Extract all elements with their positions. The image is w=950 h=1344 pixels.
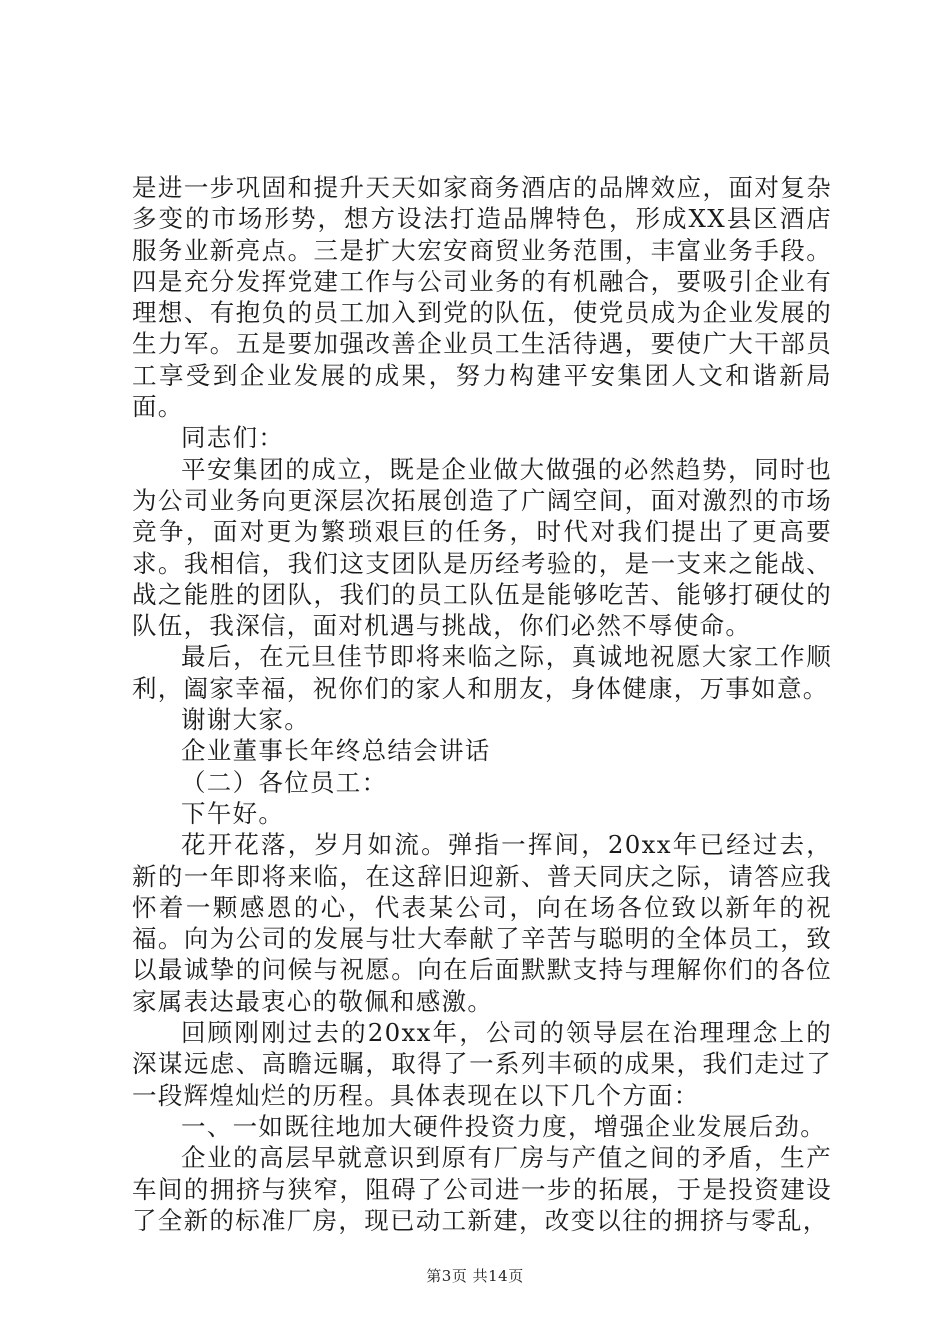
paragraph-11: 一、一如既往地加大硬件投资力度，增强企业发展后劲。 (181, 1111, 826, 1141)
paragraph-12: 企业的高层早就意识到原有厂房与产值之间的矛盾，生产车间的拥挤与狭窄，阻碍了公司进一步的拓展，于是投资建设了全新的标准厂房，现已动工新建，改变以往的拥挤与零乱， (132, 1143, 832, 1235)
page-footer: 第3页 共14页 (426, 1267, 524, 1285)
paragraph-2: 同志们： (181, 423, 285, 453)
paragraph-10: 回顾刚刚过去的20xx年，公司的领导层在治理理念上的深谋远虑、高瞻远瞩，取得了一系列丰硕的成果，我们走过了一段辉煌灿烂的历程。具体表现在以下几个方面： (132, 1018, 832, 1110)
paragraph-4: 最后，在元旦佳节即将来临之际，真诚地祝愿大家工作顺利，阖家幸福，祝你们的家人和朋友，身体健康，万事如意。 (132, 642, 832, 703)
section-title: 企业董事长年终总结会讲话 (181, 736, 491, 766)
paragraph-1: 是进一步巩固和提升天天如家商务酒店的品牌效应，面对复杂多变的市场形势，想方设法打造品牌特色，形成XX县区酒店服务业新亮点。三是扩大宏安商贸业务范围，丰富业务手段。四是充分发挥党建工作与公司业务的有机融合，要吸引企业有理想、有抱负的员工加入到党的队伍，使党员成为企业发展的生力军。五是要加强改善企业员工生活待遇，要使广大干部员工享受到企业发展的成果，努力构建平安集团人文和谐新局面。 (132, 173, 832, 422)
paragraph-5: 谢谢大家。 (181, 705, 310, 735)
paragraph-9: 花开花落，岁月如流。弹指一挥间，20xx年已经过去，新的一年即将来临，在这辞旧迎新、普天同庆之际，请答应我怀着一颗感恩的心，代表某公司，向在场各位致以新年的祝福。向为公司的发展与壮大奉献了辛苦与聪明的全体员工，致以最诚挚的问候与祝愿。向在后面默默支持与理解你们的各位家属表达最衷心的敬佩和感激。 (132, 830, 832, 1016)
paragraph-8: 下午好。 (181, 798, 285, 828)
document-body (132, 172, 832, 1236)
paragraph-3: 平安集团的成立，既是企业做大做强的必然趋势，同时也为公司业务向更深层次拓展创造了广阔空间，面对激烈的市场竞争，面对更为繁琐艰巨的任务，时代对我们提出了更高要求。我相信，我们这支团队是历经考验的，是一支来之能战、战之能胜的团队，我们的员工队伍是能够吃苦、能够打硬仗的队伍，我深信，面对机遇与挑战，你们必然不辱使命。 (132, 454, 832, 641)
paragraph-7: （二）各位员工： (181, 767, 388, 797)
